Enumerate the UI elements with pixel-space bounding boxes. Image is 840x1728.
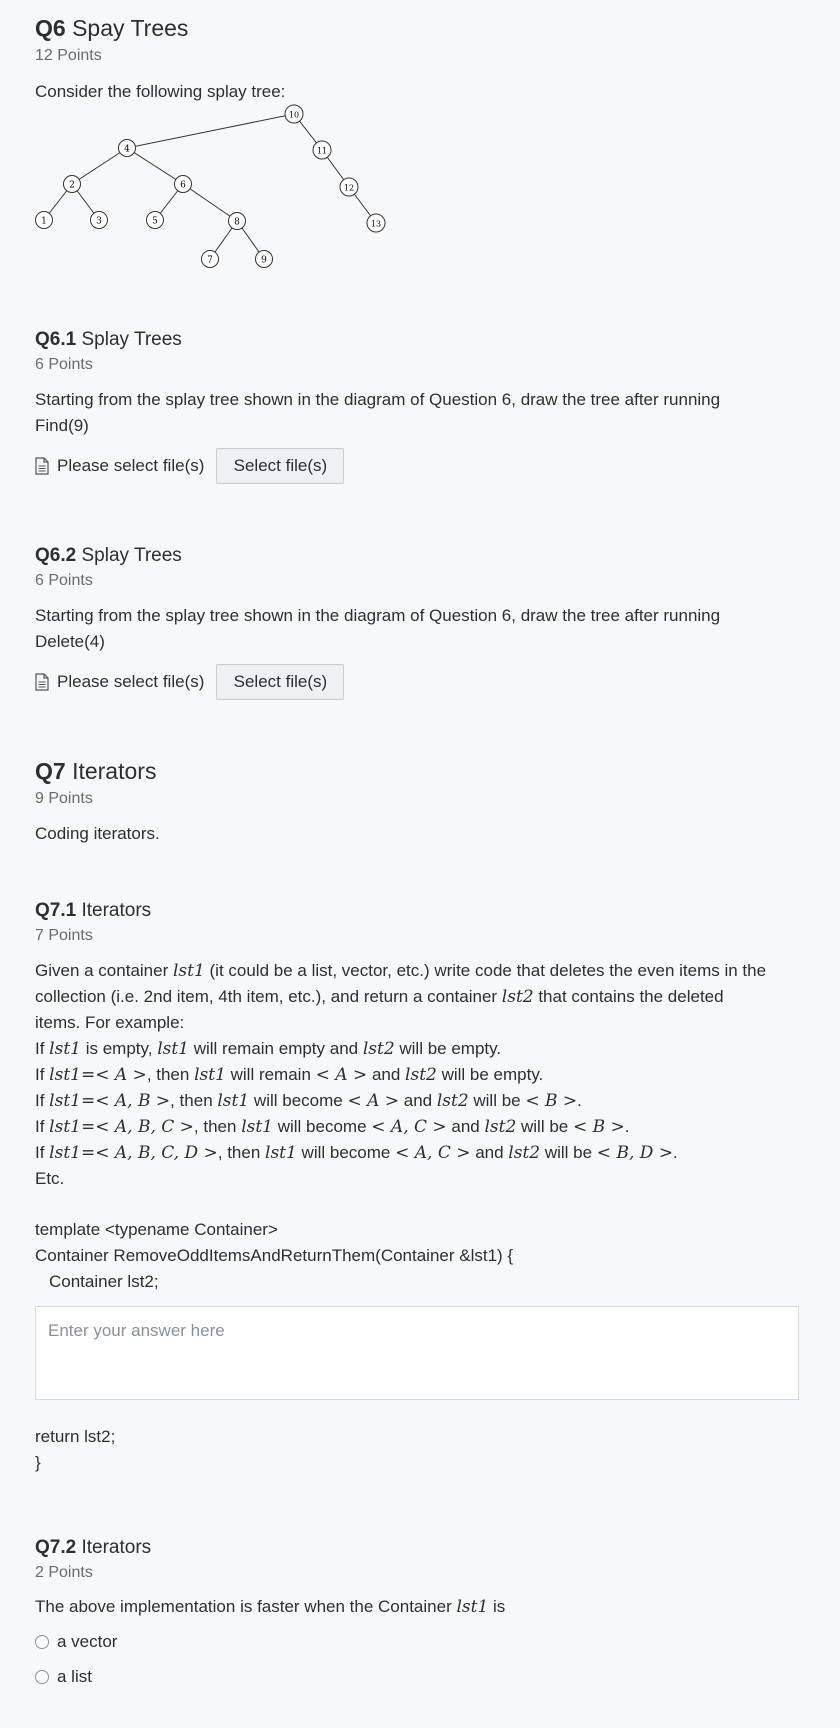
code-line: Container lst2;: [49, 1272, 159, 1291]
q71-example-1: If lst1 is empty, lst1 will remain empty and lst2 will be empty.: [35, 1039, 502, 1059]
q61-prompt-line2: Find(9): [35, 416, 89, 435]
q72-header: [35, 1538, 151, 1581]
svg-text:2: 2: [69, 180, 75, 191]
svg-text:6: 6: [180, 180, 186, 191]
q6-header: [35, 17, 188, 64]
file-icon: [35, 457, 49, 475]
q7-title: Iterators: [72, 758, 157, 784]
q71-line3: items. For example:: [35, 1013, 185, 1032]
tree-node: [256, 251, 273, 268]
q72-option-label: a vector: [57, 1632, 118, 1651]
q71-description: [35, 958, 810, 1192]
q62-points: 6 Points: [35, 572, 93, 589]
tree-node: [91, 212, 108, 229]
tree-node: [119, 140, 136, 157]
q6-number: Q6: [35, 15, 66, 41]
q71-example-2: If lst1=< A >, then lst1 will remain < A > and lst2 will be empty.: [35, 1065, 544, 1085]
svg-text:12: 12: [343, 183, 355, 193]
q72-option-label: a list: [57, 1667, 92, 1686]
tree-nodes: [36, 105, 386, 268]
code-line: return lst2;: [35, 1427, 116, 1446]
tree-node: [313, 141, 331, 159]
file-icon: [35, 673, 49, 691]
tree-node: [367, 214, 385, 232]
code-line: }: [35, 1453, 41, 1472]
q7-points: 9 Points: [35, 790, 93, 807]
q61-prompt-line1: Starting from the splay tree shown in the diagram of Question 6, draw the tree after running: [35, 390, 721, 409]
tree-node: [64, 176, 81, 193]
q7-number: Q7: [35, 758, 66, 784]
q61-header: [35, 330, 182, 373]
q62-title: Splay Trees: [81, 545, 182, 566]
radio-button[interactable]: [35, 1635, 49, 1649]
q61-prompt: [35, 387, 720, 439]
tree-node: [175, 176, 192, 193]
q72-points: 2 Points: [35, 1564, 93, 1581]
svg-text:5: 5: [152, 216, 158, 227]
q71-number: Q7.1: [35, 900, 77, 921]
q61-title: Splay Trees: [81, 329, 182, 350]
q71-etc: Etc.: [35, 1169, 65, 1188]
q6-title: Spay Trees: [72, 15, 189, 41]
q62-file-label: Please select file(s): [57, 672, 205, 691]
tree-node: [36, 212, 53, 229]
q71-code-suffix: [35, 1424, 115, 1476]
q62-prompt-line2: Delete(4): [35, 632, 105, 651]
q71-title: Iterators: [81, 900, 152, 921]
q62-number: Q6.2: [35, 545, 77, 566]
radio-button[interactable]: [35, 1670, 49, 1684]
q62-header: [35, 546, 182, 589]
q62-prompt-line1: Starting from the splay tree shown in the diagram of Question 6, draw the tree after running: [35, 606, 721, 625]
q7-header: [35, 760, 156, 807]
q7-intro: Coding iterators.: [35, 824, 160, 843]
q72-number: Q7.2: [35, 1537, 77, 1558]
q71-header: [35, 901, 151, 944]
tree-node: [340, 178, 358, 196]
q71-points: 7 Points: [35, 927, 93, 944]
q71-line2: collection (i.e. 2nd item, 4th item, etc.), and return a container lst2 that contains the deleted: [35, 987, 724, 1007]
q62-file-upload: [35, 664, 344, 700]
q71-example-4: If lst1=< A, B, C >, then lst1 will become < A, C > and lst2 will be < B >.: [35, 1117, 630, 1137]
q71-code-prefix: [35, 1217, 513, 1295]
code-line: Container RemoveOddItemsAndReturnThem(Container &lst1) {: [35, 1246, 514, 1265]
svg-text:11: 11: [316, 146, 328, 156]
tree-node: [202, 251, 219, 268]
q6-intro: Consider the following splay tree:: [35, 82, 286, 101]
q71-line1: Given a container lst1 (it could be a list, vector, etc.) write code that deletes the even items in the: [35, 961, 767, 981]
q62-select-files-button[interactable]: Select file(s): [216, 664, 344, 700]
svg-text:3: 3: [96, 216, 102, 227]
svg-text:10: 10: [288, 110, 300, 120]
q72-option-vector[interactable]: [35, 1632, 117, 1652]
tree-node: [285, 105, 303, 123]
q6-points: 12 Points: [35, 47, 102, 64]
q61-select-files-button[interactable]: Select file(s): [216, 448, 344, 484]
q61-number: Q6.1: [35, 329, 77, 350]
svg-text:13: 13: [370, 219, 382, 229]
tree-node: [147, 212, 164, 229]
q72-title: Iterators: [81, 1537, 152, 1558]
q72-option-list[interactable]: [35, 1667, 92, 1687]
code-line: template <typename Container>: [35, 1220, 278, 1239]
q61-points: 6 Points: [35, 356, 93, 373]
q71-example-5: If lst1=< A, B, C, D >, then lst1 will become < A, C > and lst2 will be < B, D >.: [35, 1143, 678, 1163]
q61-file-label: Please select file(s): [57, 456, 205, 475]
svg-text:8: 8: [234, 217, 240, 228]
q71-answer-input[interactable]: Enter your answer here: [35, 1306, 799, 1400]
q71-example-3: If lst1=< A, B >, then lst1 will become < A > and lst2 will be < B >.: [35, 1091, 582, 1111]
tree-node: [229, 213, 246, 230]
svg-text:1: 1: [41, 216, 47, 227]
svg-text:9: 9: [261, 255, 267, 266]
splay-tree-diagram: [0, 100, 420, 280]
q62-prompt: [35, 603, 720, 655]
svg-text:4: 4: [124, 144, 130, 155]
svg-text:7: 7: [207, 255, 213, 266]
q61-file-upload: [35, 448, 344, 484]
q72-prompt: The above implementation is faster when the Container lst1 is: [35, 1597, 506, 1617]
